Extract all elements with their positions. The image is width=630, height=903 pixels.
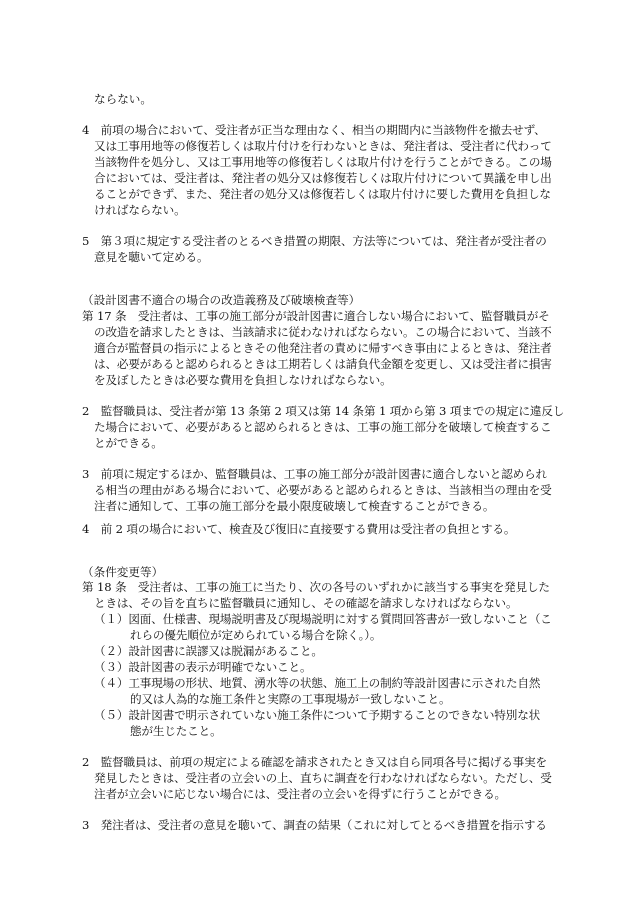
art18-item-line: 的又は人為的な施工条件と実際の工事現場が一致しないこと。: [130, 692, 451, 706]
article-17-heading: （設計図書不適合の場合の改造義務及び破壊検査等）: [82, 293, 361, 307]
art17-p2-line: た場合において、必要があると認められるときは、工事の施工部分を破壊して検査するこ: [94, 420, 552, 434]
art17-p3-line: 注者に通知して、工事の施工部分を最小限度破壊して検査することができる。: [94, 499, 495, 513]
art17-p2-line: とができる。: [94, 436, 163, 450]
art17-p1-line: 第 17 条 受注者は、工事の施工部分が設計図書に適合しない場合において、監督職員がそ: [82, 309, 550, 323]
art18-p3-line: 3 発注者は、受注者の意見を聴いて、調査の結果（これに対してとるべき措置を指示する: [82, 818, 547, 832]
art17-p1-line: を及ぼしたときは必要な費用を負担しなければならない。: [94, 373, 392, 387]
art18-item-line: （２）設計図書に誤謬又は脱漏があること。: [94, 644, 323, 658]
art17-p3-line: 3 前項に規定するほか、監督職員は、工事の施工部分が設計図書に適合しないと認められ: [82, 467, 547, 481]
art18-item-line: れらの優先順位が定められている場合を除く。）。: [130, 628, 382, 642]
continuation-line: ならない。: [94, 92, 152, 106]
art18-item-line: （１）図面、仕様書、現場説明書及び現場説明に対する質問回答書が一致しないこと（こ: [94, 612, 552, 626]
art16-p5-line: 意見を聴いて定める。: [94, 250, 209, 264]
art17-p3-line: る相当の理由がある場合において、必要があると認められるときは、当該相当の理由を受: [94, 483, 552, 497]
art16-p4-line: 合においては、受注者は、発注者の処分又は修復若しくは取片付けについて異議を申し出: [94, 171, 552, 185]
art18-p2-line: 注者が立会いに応じない場合には、受注者の立会いを得ずに行うことができる。: [94, 787, 506, 801]
art18-p1-line: ときは、その旨を直ちに監督職員に通知し、その確認を請求しなければならない。: [94, 596, 518, 610]
art18-item-line: （３）設計図書の表示が明確でないこと。: [94, 660, 312, 674]
art17-p1-line: 適合が監督員の指示によるときその他発注者の責めに帰すべき事由によるときは、発注者: [94, 341, 552, 355]
art18-p2-line: 発見したときは、受注者の立会いの上、直ちに調査を行わなければならない。ただし、受: [94, 771, 552, 785]
article-18-heading: （条件変更等）: [82, 565, 164, 579]
art17-p1-line: は、必要があると認められるときは工期若しくは請負代金額を変更し、又は受注者に損害: [94, 357, 552, 371]
art16-p4-line: 又は工事用地等の修復若しくは取片付けを行わないときは、発注者は、受注者に代わって: [94, 139, 552, 153]
art16-p5-line: 5 第３項に規定する受注者のとるべき措置の期限、方法等については、発注者が受注者の: [82, 234, 547, 248]
art18-p1-line: 第 18 条 受注者は、工事の施工に当たり、次の各号のいずれかに該当する事実を発見した: [82, 580, 550, 594]
art18-p2-line: 2 監督職員は、前項の規定による確認を請求されたとき又は自ら同項各号に掲げる事実を: [82, 755, 547, 769]
art16-p4-line: 4 前項の場合において、受注者が正当な理由なく、相当の期間内に当該物件を撤去せず、: [82, 123, 546, 137]
art17-p2-line: 2 監督職員は、受注者が第 13 条第 2 項又は第 14 条第 1 項から第 3 項までの規定に違反し: [82, 404, 565, 418]
art16-p4-line: ければならない。: [94, 203, 186, 217]
art17-p1-line: の改造を請求したときは、当該請求に従わなければならない。この場合において、当該不: [94, 325, 552, 339]
art17-p4-line: 4 前 2 項の場合において、検査及び復旧に直接要する費用は受注者の負担とする。: [82, 522, 516, 536]
art16-p4-line: 当該物件を処分し、又は工事用地等の修復若しくは取片付けを行うことができる。この場: [94, 155, 552, 169]
art18-item-line: （４）工事現場の形状、地質、湧水等の状態、施工上の制約等設計図書に示された自然: [94, 676, 541, 690]
art16-p4-line: ることができず、また、発注者の処分又は修復若しくは取片付けに要した費用を負担しな: [94, 187, 551, 201]
art18-item-line: 態が生じたこと。: [130, 724, 222, 738]
art18-item-line: （５）設計図書で明示されていない施工条件について予期することのできない特別な状: [94, 708, 541, 722]
